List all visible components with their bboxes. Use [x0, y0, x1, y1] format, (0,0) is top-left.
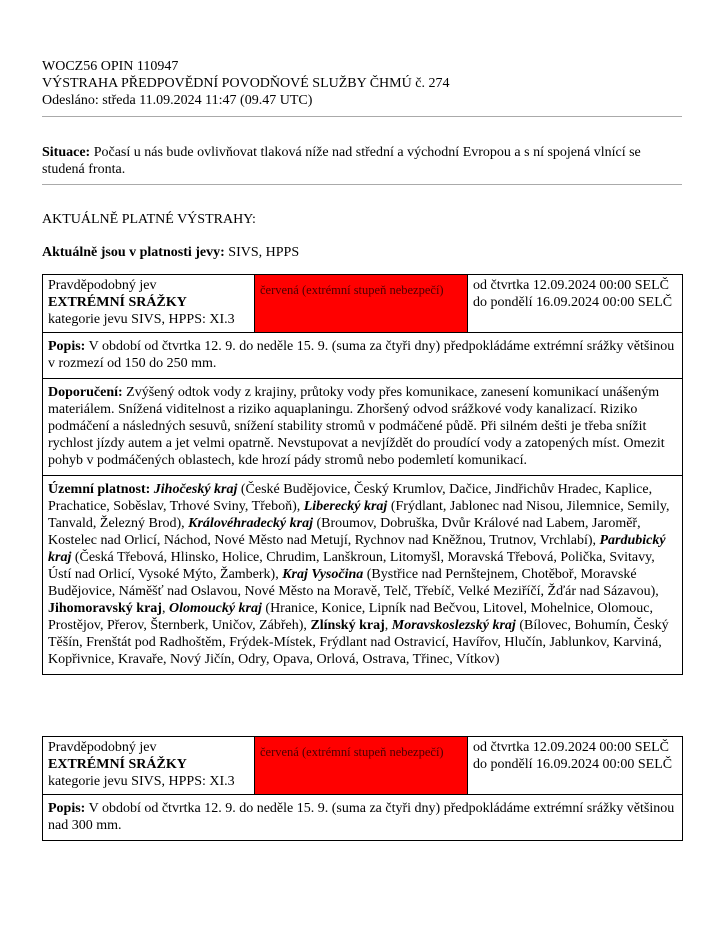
- phenomenon-cell: [43, 275, 255, 333]
- situation-text: Počasí u nás bude ovlivňovat tlaková níže nad střední a východní Evropou a s ní spojená vlnící se studená fronta.: [42, 145, 641, 177]
- warning-summary-row: [43, 737, 683, 795]
- bulletin-id: WOCZ56 OPIN 110947: [42, 59, 179, 74]
- region-towns: (Bílovec, Bohumín, Český Těšín, Frenštát pod Radhoštěm, Frýdek-Místek, Frýdlant nad Ostravicí, Havířov, Hlučín, Jablunkov, Karviná, Kopřivnice, Kravaře, Nový Jičín, Odry, Opava, Orlová, Ostrava, Třinec, Vítkov): [48, 618, 669, 667]
- warning-table-1: [42, 274, 683, 675]
- situation-paragraph: [42, 144, 682, 178]
- probable-label: Pravděpodobný jev: [48, 740, 157, 755]
- region-towns: (Česká Třebová, Hlinsko, Holice, Chrudim, Lanškroun, Litomyšl, Moravská Třebová, Polička, Svitavy, Ústí nad Orlicí, Vysoké Mýto, Žamberk),: [48, 550, 655, 582]
- region-name: Kraj Vysočina: [282, 567, 364, 582]
- territory-label: Územní platnost:: [48, 482, 151, 497]
- region-towns: ,: [161, 601, 169, 616]
- region-towns: (Frýdlant, Jablonec nad Nisou, Jilemnice, Semily, Tanvald, Železný Brod),: [48, 499, 670, 531]
- description-label: Popis:: [48, 801, 86, 816]
- region-towns: (Bystřice nad Pernštejnem, Chotěboř, Moravské Budějovice, Náměšť nad Oslavou, Nové Město na Moravě, Telč, Třebíč, Velké Meziříčí, Žďár nad Sázavou),: [48, 567, 659, 599]
- phenomenon-category: kategorie jevu SIVS, HPPS: XI.3: [48, 312, 235, 327]
- region-name: Jihomoravský kraj: [48, 601, 162, 616]
- region-name: Moravskoslezský kraj: [391, 618, 516, 633]
- sent-timestamp: Odesláno: středa 11.09.2024 11:47 (09.47 UTC): [42, 93, 313, 108]
- valid-from: od čtvrtka 12.09.2024 00:00 SELČ: [473, 278, 669, 293]
- danger-level-cell: červená (extrémní stupeň nebezpečí): [255, 275, 468, 333]
- region-name: Olomoucký kraj: [168, 601, 262, 616]
- warning-summary-row: [43, 275, 683, 333]
- danger-level-cell: červená (extrémní stupeň nebezpečí): [255, 737, 468, 795]
- description-cell: [43, 795, 683, 841]
- phenomenon-name: EXTRÉMNÍ SRÁŽKY: [48, 295, 187, 310]
- recommendation-row: [43, 379, 683, 476]
- region-name: Liberecký kraj: [303, 499, 388, 514]
- valid-to: do pondělí 16.09.2024 00:00 SELČ: [473, 757, 673, 772]
- region-name: Královéhradecký kraj: [188, 516, 313, 531]
- phenomenon-name: EXTRÉMNÍ SRÁŽKY: [48, 757, 187, 772]
- validity-cell: [468, 275, 683, 333]
- description-row: [43, 333, 683, 379]
- description-text: V období od čtvrtka 12. 9. do neděle 15. 9. (suma za čtyři dny) předpokládáme extrémní srážky většinou nad 300 mm.: [48, 801, 675, 833]
- warning-table-2: [42, 736, 683, 841]
- active-label: Aktuálně jsou v platnosti jevy:: [42, 245, 225, 260]
- document-header: [42, 58, 682, 109]
- recommendation-text: Zvýšený odtok vody z krajiny, průtoky vody přes komunikace, zanesení komunikací unášeným materiálem. Snížená viditelnost a riziko aquaplaningu. Zhoršený odvod srážkové vody kanalizací. Riziko podmáčení a následných sesuvů, snížení stability stromů v podmáčené půdě. Při silném dešti je třeba snížit rychlost jízdy autem a jet velmi opatrně. Nevstupovat a nevjíždět do proudící vody a zatopených míst. Omezit pohyb v podmáčených oblastech, kde hrozí pády stromů nebo podemletí komunikací.: [48, 385, 665, 468]
- region-towns: (Broumov, Dobruška, Dvůr Králové nad Labem, Jaroměř, Kostelec nad Orlicí, Náchod, Nové Město nad Metují, Rychnov nad Kněžnou, Trutnov, Vrchlabí),: [48, 516, 641, 548]
- active-value: SIVS, HPPS: [224, 245, 300, 260]
- description-row: [43, 795, 683, 841]
- current-warnings-heading: AKTUÁLNĚ PLATNÉ VÝSTRAHY:: [42, 212, 256, 227]
- region-towns: (Hranice, Konice, Lipník nad Bečvou, Litovel, Mohelnice, Olomouc, Prostějov, Přerov, Šternberk, Uničov, Zábřeh),: [48, 601, 654, 633]
- region-name: Zlínský kraj: [310, 618, 385, 633]
- region-towns: ,: [384, 618, 392, 633]
- territory-row: [43, 476, 683, 675]
- probable-label: Pravděpodobný jev: [48, 278, 157, 293]
- recommendation-label: Doporučení:: [48, 385, 123, 400]
- divider: [42, 184, 682, 185]
- valid-from: od čtvrtka 12.09.2024 00:00 SELČ: [473, 740, 669, 755]
- region-name: Pardubický kraj: [48, 533, 666, 565]
- bulletin-title: VÝSTRAHA PŘEDPOVĚDNÍ POVODŇOVÉ SLUŽBY ČHMÚ č. 274: [42, 76, 450, 91]
- validity-cell: [468, 737, 683, 795]
- region-towns: (České Budějovice, Český Krumlov, Dačice, Jindřichův Hradec, Kaplice, Prachatice, Soběslav, Trhové Sviny, Třeboň),: [48, 482, 653, 514]
- situation-label: Situace:: [42, 145, 91, 160]
- phenomenon-cell: [43, 737, 255, 795]
- phenomenon-category: kategorie jevu SIVS, HPPS: XI.3: [48, 774, 235, 789]
- divider: [42, 116, 682, 117]
- description-text: V období od čtvrtka 12. 9. do neděle 15. 9. (suma za čtyři dny) předpokládáme extrémní srážky většinou v rozmezí od 150 do 250 mm.: [48, 339, 675, 371]
- active-phenomena: [42, 244, 682, 261]
- description-cell: [43, 333, 683, 379]
- region-name: Jihočeský kraj: [153, 482, 238, 497]
- valid-to: do pondělí 16.09.2024 00:00 SELČ: [473, 295, 673, 310]
- territory-cell: [43, 476, 683, 675]
- description-label: Popis:: [48, 339, 86, 354]
- recommendation-cell: [43, 379, 683, 476]
